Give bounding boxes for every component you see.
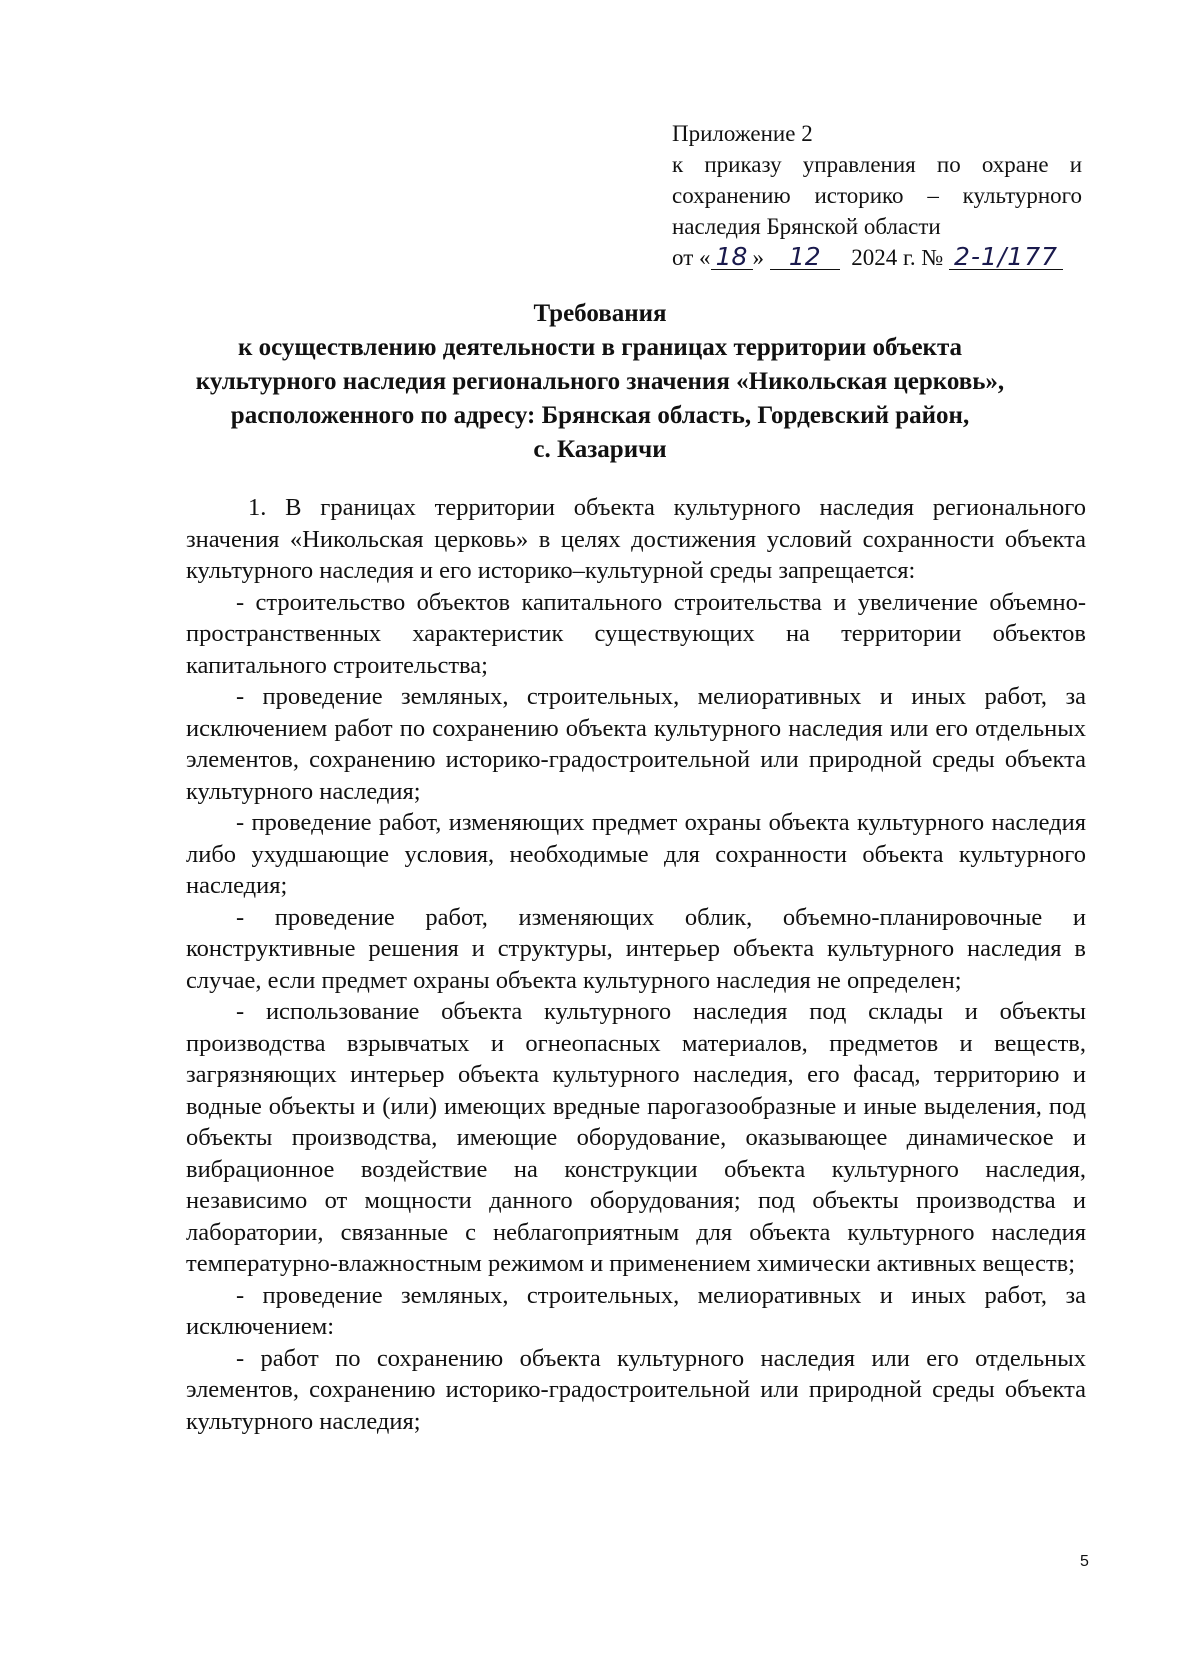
paragraph-1: 1. В границах территории объекта культурного наследия регионального значения «Никольская церковь» в целях достижения условий сохранности объекта культурного наследия и его историко–культурной среды запрещается: <box>186 494 1086 584</box>
appendix-order-ref: к приказу управления по охране и сохранению историко – культурного <box>672 152 1082 208</box>
paragraph-6: - использование объекта культурного наследия под склады и объекты производства взрывчатых и огнеопасных материалов, предметов и веществ, загрязняющих интерьер объекта культурного наследия, его фасад, территорию и водные объекты и (или) имеющих вредные парогазообразные и иные выделения, под объекты производства, имеющие оборудование, оказывающее динамическое и вибрационное воздействие на конструкции объекта культурного наследия, независимо от мощности данного оборудования; под объекты производства и лаборатории, связанные с неблагоприятным для объекта культурного наследия температурно-влажностным режимом и применением химически активных веществ; <box>186 998 1086 1277</box>
handwritten-day: 18 <box>711 245 753 270</box>
appendix-date-line <box>672 242 1082 273</box>
appendix-title: Приложение 2 <box>672 121 813 146</box>
paragraph-8: - работ по сохранению объекта культурного наследия или его отдельных элементов, сохранению историко-градостроительной или природной среды объекта культурного наследия; <box>186 1344 1086 1435</box>
title-line-5: с. Казаричи <box>533 436 667 463</box>
handwritten-order-number: 2-1/177 <box>949 245 1063 270</box>
paragraph-7: - проведение земляных, строительных, мелиоративных и иных работ, за исключением: <box>186 1281 1086 1340</box>
title-line-2: к осуществлению деятельности в границах территории объекта <box>237 334 963 361</box>
date-year: 2024 г. № <box>851 245 944 270</box>
paragraph-5: - проведение работ, изменяющих облик, объемно-планировочные и конструктивные решения и структуры, интерьер объекта культурного наследия в случае, если предмет охраны объекта культурного наследия не определен; <box>186 903 1086 994</box>
title-line-1: Требования <box>533 300 667 327</box>
handwritten-month: 12 <box>770 245 840 270</box>
appendix-authority: наследия Брянской области <box>672 214 941 239</box>
paragraph-2: - строительство объектов капитального строительства и увеличение объемно-пространственных характеристик существующих на территории объектов капитального строительства; <box>186 588 1086 679</box>
title-line-3: культурного наследия регионального значения «Никольская церковь», <box>195 368 1005 395</box>
paragraph-4: - проведение работ, изменяющих предмет охраны объекта культурного наследия либо ухудшающие условия, необходимые для сохранности объекта культурного наследия; <box>186 809 1086 899</box>
page-number: 5 <box>1080 1553 1089 1570</box>
date-prefix: от « <box>672 245 711 270</box>
document-body <box>186 492 1086 1437</box>
document-title <box>150 297 1050 467</box>
title-line-4: расположенного по адресу: Брянская область, Гордевский район, <box>230 402 970 429</box>
date-mid: » <box>752 245 764 270</box>
appendix-header <box>672 118 1082 273</box>
paragraph-3: - проведение земляных, строительных, мелиоративных и иных работ, за исключением работ по сохранению объекта культурного наследия или его отдельных элементов, сохранению историко-градостроительной или природной среды объекта культурного наследия; <box>186 683 1086 805</box>
